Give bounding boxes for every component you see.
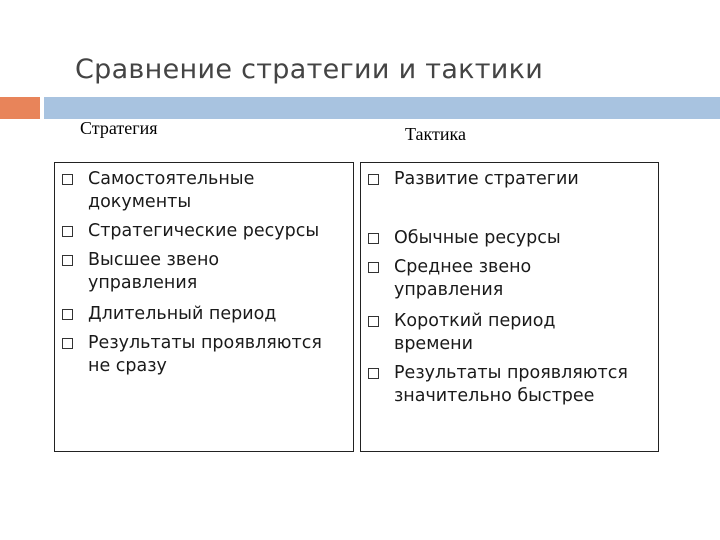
list-item-text: Высшее звено управления [88,250,220,293]
list-item-text: Обычные ресурсы [394,228,561,248]
tactics-box [360,162,659,452]
checkbox-bullet-icon [368,233,379,244]
list-item [394,227,649,250]
checkbox-bullet-icon [62,338,73,349]
strategy-heading: Стратегия [80,118,158,138]
list-item-text: Самостоятельные документы [88,169,255,212]
checkbox-bullet-icon [62,309,73,320]
list-item-text: Короткий период времени [394,311,556,354]
tactics-heading: Тактика [405,124,467,144]
checkbox-bullet-icon [62,255,73,266]
checkbox-bullet-icon [62,226,73,237]
list-item [88,303,343,326]
list-item [394,310,594,356]
list-item [394,256,574,302]
list-item-text: Длительный период [88,304,277,324]
list-item [88,332,346,378]
list-item [88,220,343,243]
checkbox-bullet-icon [368,262,379,273]
checkbox-bullet-icon [62,174,73,185]
list-item [394,362,656,408]
list-item-text: Результаты проявляются значительно быстрее [394,363,628,406]
list-item [394,168,649,191]
list-item-text: Развитие стратегии [394,169,579,189]
title-rule-bar [44,97,720,119]
list-item-text: Стратегические ресурсы [88,221,320,241]
slide-title: Сравнение стратегии и тактики [75,54,544,85]
checkbox-bullet-icon [368,368,379,379]
list-item-text: Среднее звено управления [394,257,532,300]
list-item [88,249,278,295]
list-item [88,168,338,214]
list-item-text: Результаты проявляются не сразу [88,333,322,376]
checkbox-bullet-icon [368,316,379,327]
checkbox-bullet-icon [368,174,379,185]
strategy-box [54,162,354,452]
title-accent-bar [0,97,40,119]
